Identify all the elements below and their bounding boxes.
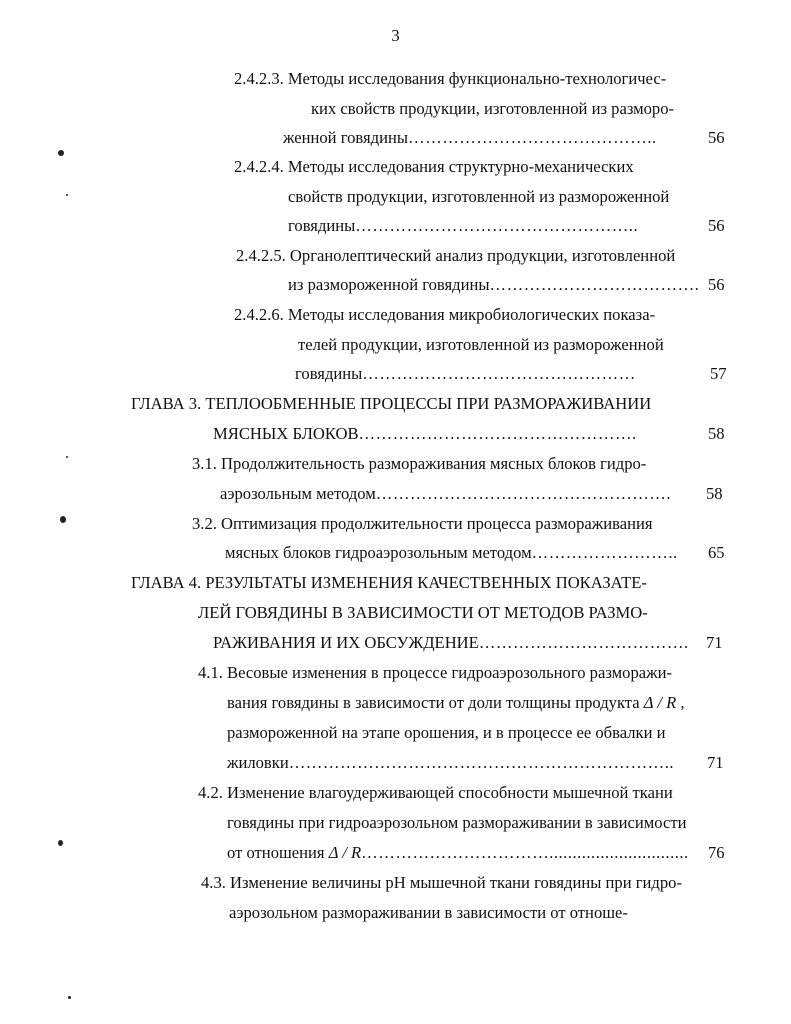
toc-3-2-line-2: [225, 543, 678, 563]
toc-chapter-4-title-end: РАЖИВАНИЯ И ИХ ОБСУЖДЕНИЕ: [213, 633, 479, 652]
toc-4-2-line-3: [227, 843, 689, 863]
leader-dots: …………………………………………..: [355, 216, 639, 235]
toc-4-1-line-2-text: вания говядины в зависимости от доли толщины продукта: [227, 693, 640, 712]
toc-2-4-2-6-page: 57: [710, 364, 727, 383]
toc-2-4-2-5-page: 56: [708, 275, 725, 294]
toc-chapter-4-line-1: ГЛАВА 4. РЕЗУЛЬТАТЫ ИЗМЕНЕНИЯ КАЧЕСТВЕННЫХ ПОКАЗАТЕ-: [131, 573, 647, 592]
toc-4-1-line-3: размороженной на этапе орошения, и в процессе ее обвалки и: [227, 723, 666, 742]
leader-dots: ……………………………….: [489, 275, 700, 294]
toc-3-1-title-end: аэрозольным методом: [220, 484, 376, 503]
scan-speck: [60, 516, 66, 523]
toc-4-1-line-1: 4.1. Весовые изменения в процессе гидроаэрозольного разморажи-: [198, 663, 672, 682]
toc-2-4-2-5-line-2: [288, 275, 699, 295]
toc-4-1-line-4: [227, 753, 674, 773]
page-number: 3: [391, 26, 400, 45]
toc-2-4-2-4-line-2: свойств продукции, изготовленной из размороженной: [288, 187, 670, 206]
toc-3-1-line-1: 3.1. Продолжительность размораживания мясных блоков гидро-: [192, 454, 647, 473]
scan-speck: [68, 996, 71, 999]
scan-speck: [66, 456, 68, 458]
toc-chapter-4-page: 71: [706, 633, 723, 652]
toc-chapter-4-line-3: [213, 633, 689, 653]
toc-4-3-line-2: аэрозольном размораживании в зависимости от отноше-: [229, 903, 628, 922]
leader-dots: ……………………..: [531, 543, 678, 562]
leader-dots: ……………………………………..: [408, 128, 657, 147]
leader-dots: ……………………………….: [478, 633, 689, 652]
toc-2-4-2-6-line-3: [295, 364, 636, 384]
toc-2-4-2-3-title-end: женной говядины: [283, 128, 408, 147]
toc-chapter-3-page: 58: [708, 424, 725, 443]
toc-2-4-2-5-title-end: из размороженной говядины: [288, 275, 490, 294]
leader-dots: ………………………………………….: [358, 424, 637, 443]
toc-2-4-2-4-title-end: говядины: [288, 216, 356, 235]
leader-dots: …………………………………………………………..: [288, 753, 675, 772]
scan-speck: [58, 840, 63, 846]
toc-chapter-3-line-2: [213, 424, 637, 444]
toc-2-4-2-3-line-3: [283, 128, 657, 148]
toc-chapter-4-line-2: ЛЕЙ ГОВЯДИНЫ В ЗАВИСИМОСТИ ОТ МЕТОДОВ РАЗМО-: [198, 603, 648, 622]
delta-over-r-formula: Δ / R: [328, 843, 362, 862]
leader-dots: …………………………………………….: [375, 484, 672, 503]
toc-2-4-2-6-line-1: 2.4.2.6. Методы исследования микробиологических показа-: [234, 305, 656, 324]
toc-2-4-2-5-line-1: 2.4.2.5. Органолептический анализ продукции, изготовленной: [236, 246, 676, 265]
toc-4-1-title-end: жиловки: [227, 753, 289, 772]
toc-2-4-2-6-title-end: говядины: [295, 364, 363, 383]
toc-4-1-page: 71: [707, 753, 724, 772]
leader-dots: …………………………………………: [362, 364, 636, 383]
scan-speck: [66, 194, 68, 196]
toc-3-2-title-end: мясных блоков гидроаэрозольным методом: [225, 543, 532, 562]
toc-2-4-2-4-line-1: 2.4.2.4. Методы исследования структурно-механических: [234, 157, 634, 176]
toc-4-3-line-1: 4.3. Изменение величины pH мышечной ткани говядины при гидро-: [201, 873, 682, 892]
toc-3-2-page: 65: [708, 543, 725, 562]
toc-4-2-line-1: 4.2. Изменение влагоудерживающей способности мышечной ткани: [198, 783, 673, 802]
scan-speck: [58, 150, 64, 156]
toc-chapter-3-title-end: МЯСНЫХ БЛОКОВ: [213, 424, 359, 443]
toc-chapter-3-line-1: ГЛАВА 3. ТЕПЛООБМЕННЫЕ ПРОЦЕССЫ ПРИ РАЗМОРАЖИВАНИИ: [131, 394, 652, 413]
toc-2-4-2-6-line-2: телей продукции, изготовленной из размороженной: [298, 335, 664, 354]
toc-4-2-line-2: говядины при гидроаэрозольном размораживании в зависимости: [227, 813, 687, 832]
toc-2-4-2-3-line-1: 2.4.2.3. Методы исследования функционально-технологичес-: [234, 69, 667, 88]
toc-4-2-title-end: от отношения: [227, 843, 325, 862]
toc-3-2-line-1: 3.2. Оптимизация продолжительности процесса размораживания: [192, 514, 653, 533]
toc-2-4-2-4-page: 56: [708, 216, 725, 235]
delta-over-r-formula: Δ / R ,: [643, 693, 685, 712]
toc-3-1-page: 58: [706, 484, 723, 503]
toc-2-4-2-4-line-3: [288, 216, 638, 236]
toc-4-1-line-2: [227, 693, 685, 713]
toc-2-4-2-3-page: 56: [708, 128, 725, 147]
toc-2-4-2-3-line-2: ких свойств продукции, изготовленной из разморо-: [311, 99, 675, 118]
toc-3-1-line-2: [220, 484, 671, 504]
toc-4-2-page: 76: [708, 843, 725, 862]
leader-dots: ……………………………..............................: [361, 843, 689, 862]
